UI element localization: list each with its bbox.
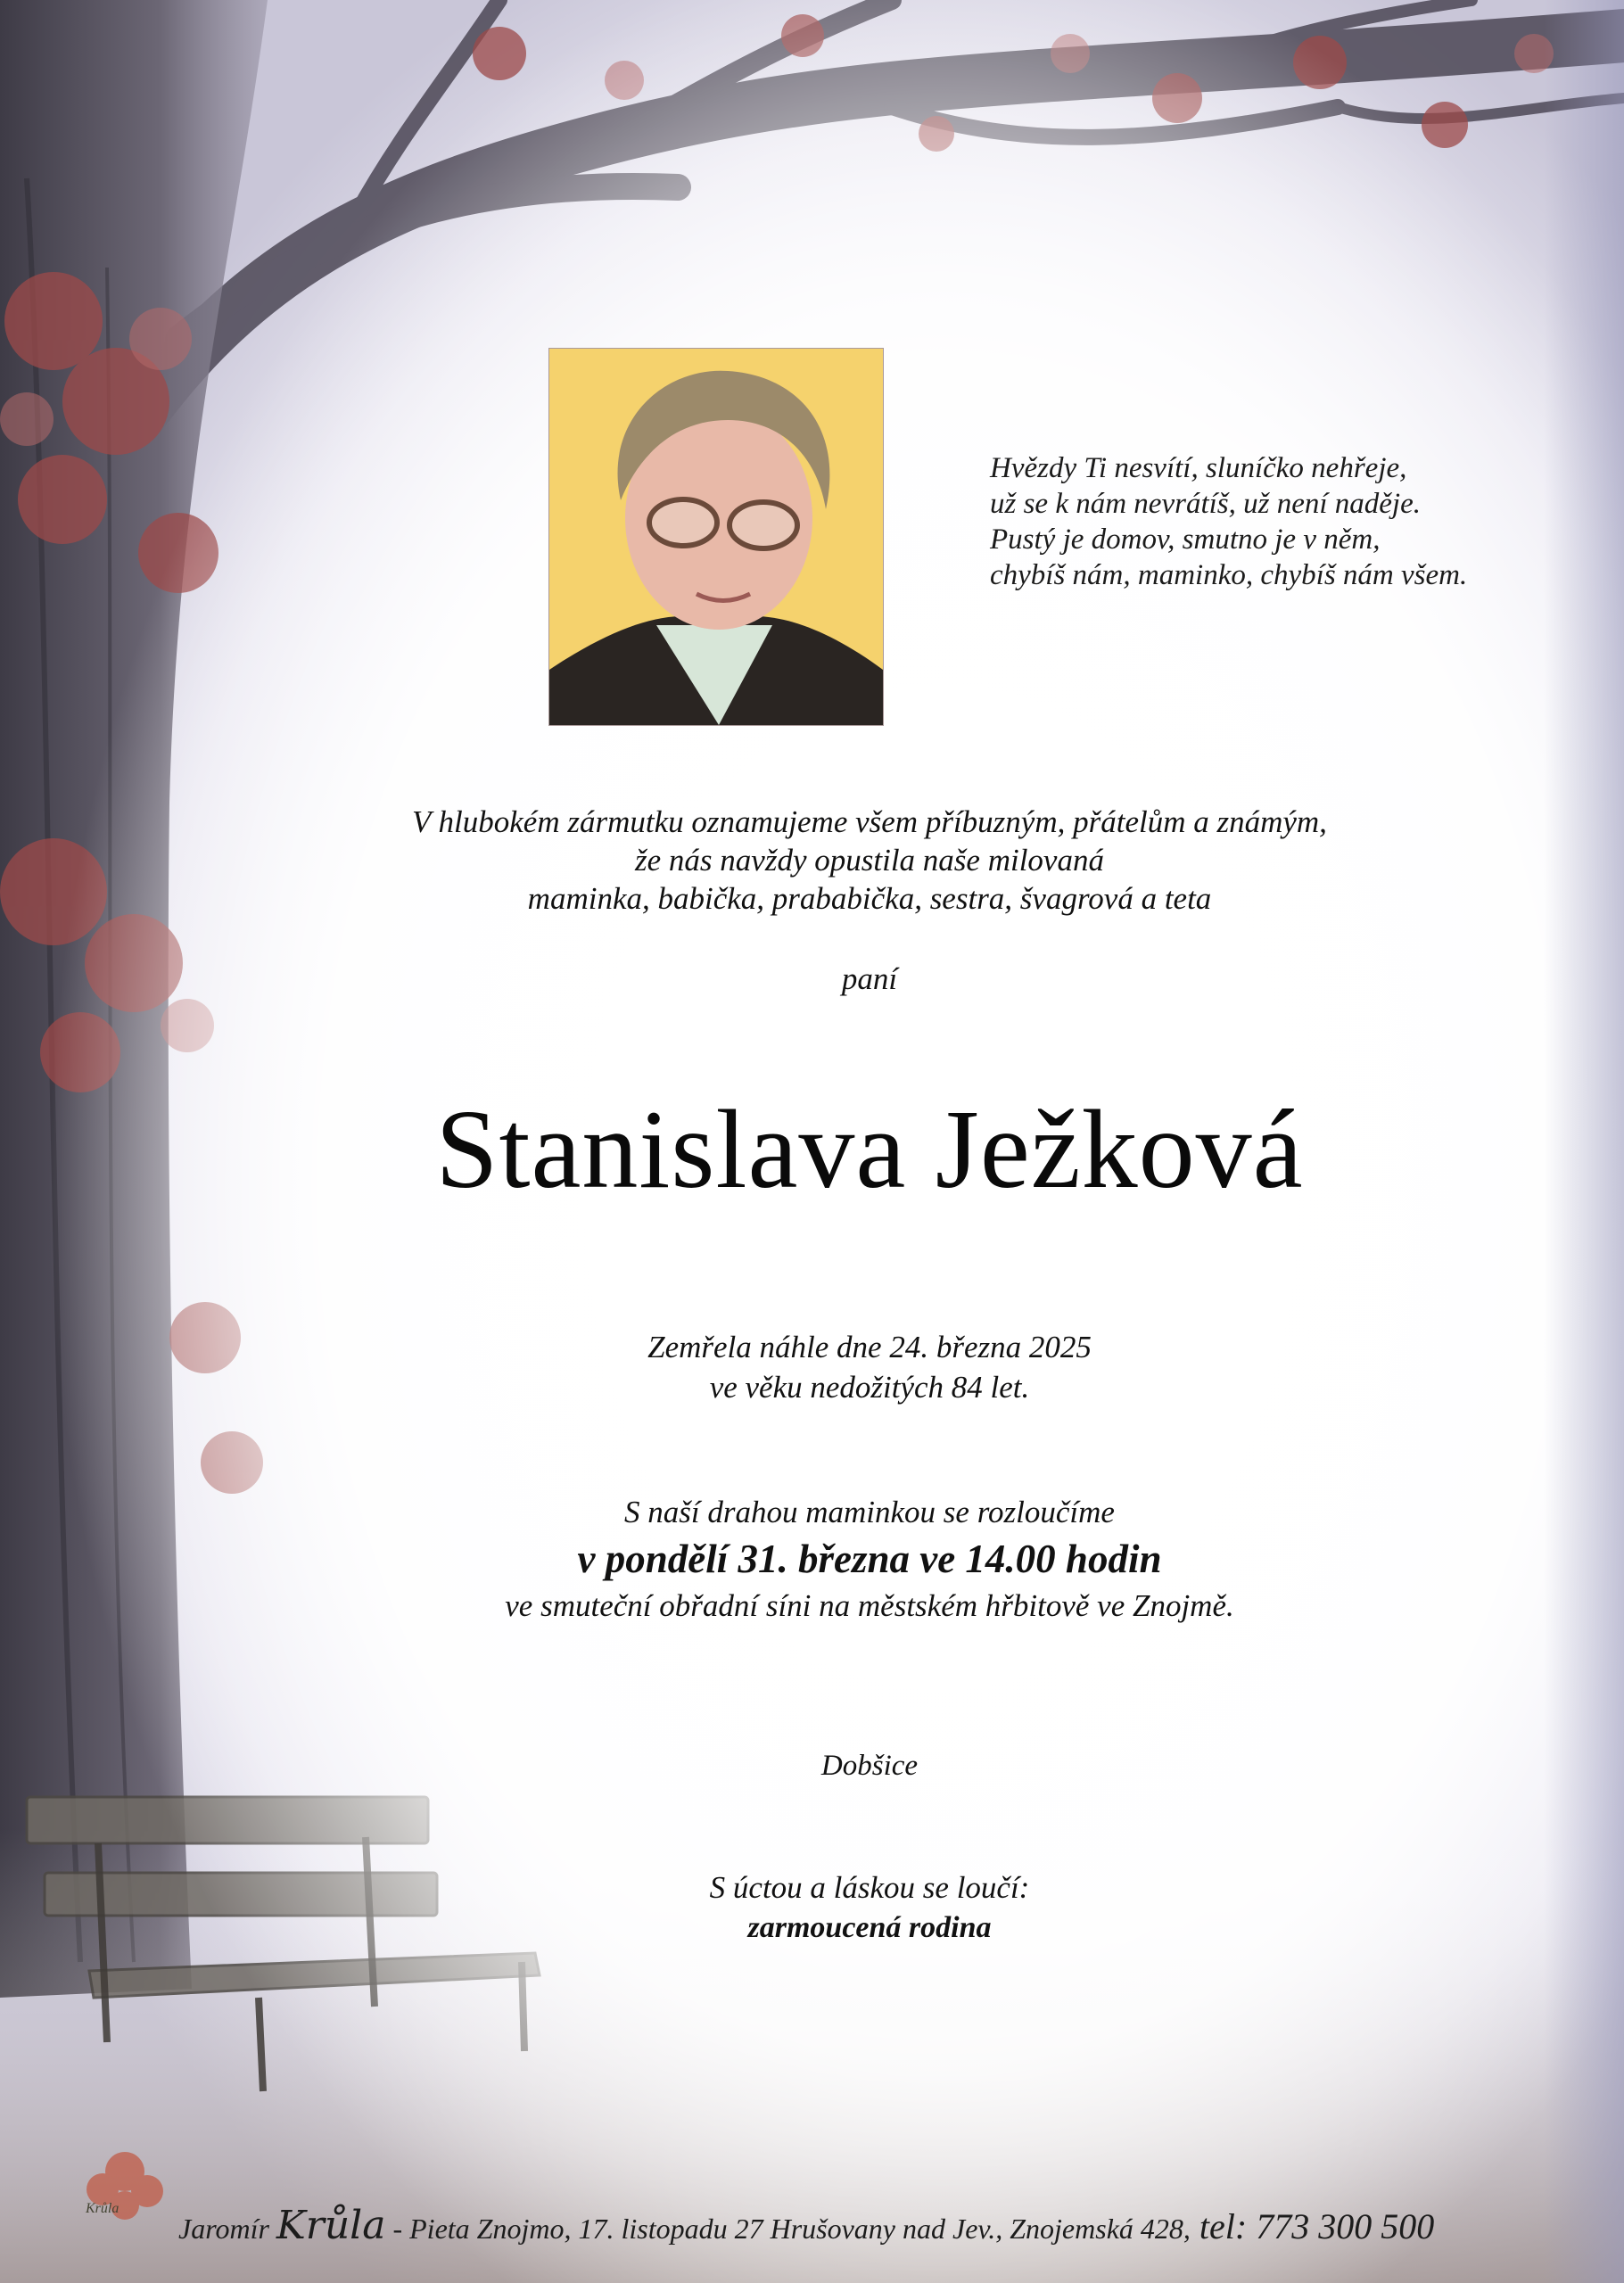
footer-phone: tel: 773 300 500	[1190, 2206, 1435, 2246]
footer-name-prefix: Jaromír	[178, 2213, 269, 2245]
announcement-line: že nás navždy opustila naše milovaná	[635, 843, 1104, 878]
memorial-poem	[990, 450, 1543, 593]
deceased-name: Stanislava Ježková	[435, 1088, 1304, 1212]
poem-line: chybíš nám, maminko, chybíš nám všem.	[990, 559, 1468, 591]
place-name: Dobšice	[820, 1750, 919, 1782]
honorific: paní	[841, 961, 898, 996]
announcement-line: V hlubokém zármutku oznamujeme všem příbuzným, přátelům a známým,	[412, 804, 1327, 839]
funeral-service-footer	[178, 2203, 1605, 2248]
announcement-text	[134, 803, 1605, 918]
poem-line: už se k nám nevrátíš, už není naděje.	[990, 488, 1421, 520]
footer-addresses: - Pieta Znojmo, 17. listopadu 27 Hrušovany nad Jev., Znojemská 428,	[385, 2213, 1191, 2245]
announcement-line: maminka, babička, prababička, sestra, švagrová a teta	[527, 881, 1212, 916]
ceremony-datetime: v pondělí 31. března ve 14.00 hodin	[577, 1537, 1162, 1581]
farewell-line: S úctou a láskou se loučí:	[709, 1870, 1030, 1905]
logo-lettering: Krůla	[86, 2201, 120, 2216]
death-info	[134, 1327, 1605, 1407]
family-signature: zarmoucená rodina	[747, 1911, 992, 1944]
poem-line: Pustý je domov, smutno je v něm,	[990, 523, 1381, 556]
poem-line: Hvězdy Ti nesvítí, sluníčko nehřeje,	[990, 452, 1407, 484]
funeral-service-logo	[71, 2136, 178, 2234]
ceremony-location: ve smuteční obřadní síni na městském hřbitově ve Znojmě.	[505, 1588, 1234, 1623]
death-age: ve věku nedožitých 84 let.	[709, 1370, 1030, 1405]
footer-brand: Krůla	[276, 2203, 386, 2248]
ceremony-intro: S naší drahou maminkou se rozloučíme	[624, 1495, 1115, 1529]
death-date: Zemřela náhle dne 24. března 2025	[647, 1330, 1092, 1364]
portrait-photo	[548, 348, 884, 726]
